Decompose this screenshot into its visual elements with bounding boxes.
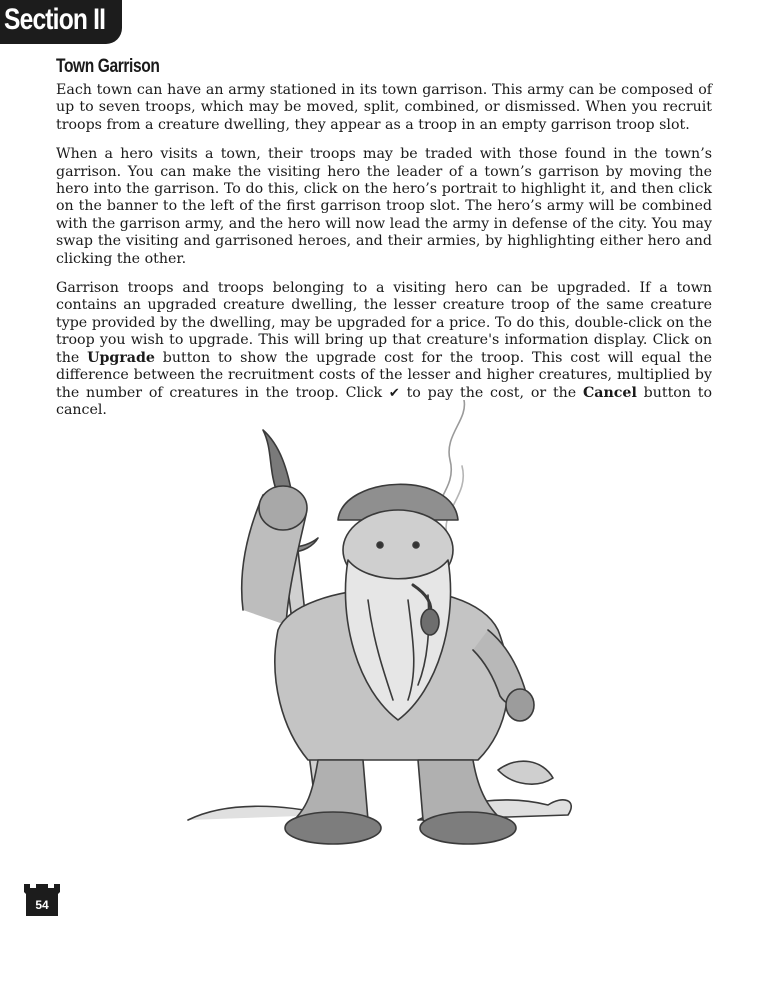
paragraph-3-text-a: Garrison troops and troops belonging to a visiting hero can be upgraded. If a town contains an upgraded creature dwelling, the lesser creature troop of the same creature type provided by the dwelling, may be upgraded for a price. To do this, double-click on the troop you wish to upgrade. This will bring up that creature's information display. Click on the (56, 280, 712, 366)
dwarf-illustration (168, 400, 588, 860)
paragraph-1: Each town can have an army stationed in its town garrison. This army can be composed of up to seven troops, which may be moved, split, combined, or dismissed. When you recruit troops from a creature dwelling, they appear as a troop in an empty garrison troop slot. (56, 82, 712, 133)
section-label: Section II (4, 3, 106, 36)
paragraph-3-text-d: button to cancel. (56, 384, 712, 418)
page-number: 54 (35, 898, 49, 912)
checkmark-icon: ✔ (388, 385, 400, 401)
paragraph-3-text-c: to pay the cost, or the (399, 384, 583, 401)
section-heading: Town Garrison (56, 56, 160, 77)
paragraph-3-text-b: button to show the upgrade cost for the troop. This cost will equal the difference between the recruitment costs of the lesser and higher creatures, multiplied by the number of creatures in the troop. Click (56, 349, 712, 401)
paragraph-3 (56, 280, 712, 419)
paragraph-2: When a hero visits a town, their troops may be traded with those found in the town’s garrison. You can make the visiting hero the leader of a town’s garrison by moving the hero into the garrison. To do this, click on the hero’s portrait to highlight it, and then click on the banner to the left of the first garrison troop slot. The hero’s army will be combined with the garrison army, and the hero will now lead the army in defense of the city. You may swap the visiting and garrisoned heroes, and their armies, by highlighting either hero and clicking the other. (56, 146, 712, 267)
upgrade-term: Upgrade (87, 349, 155, 366)
section-tab (0, 0, 122, 44)
cancel-term: Cancel (582, 384, 637, 401)
article-body (56, 82, 712, 431)
